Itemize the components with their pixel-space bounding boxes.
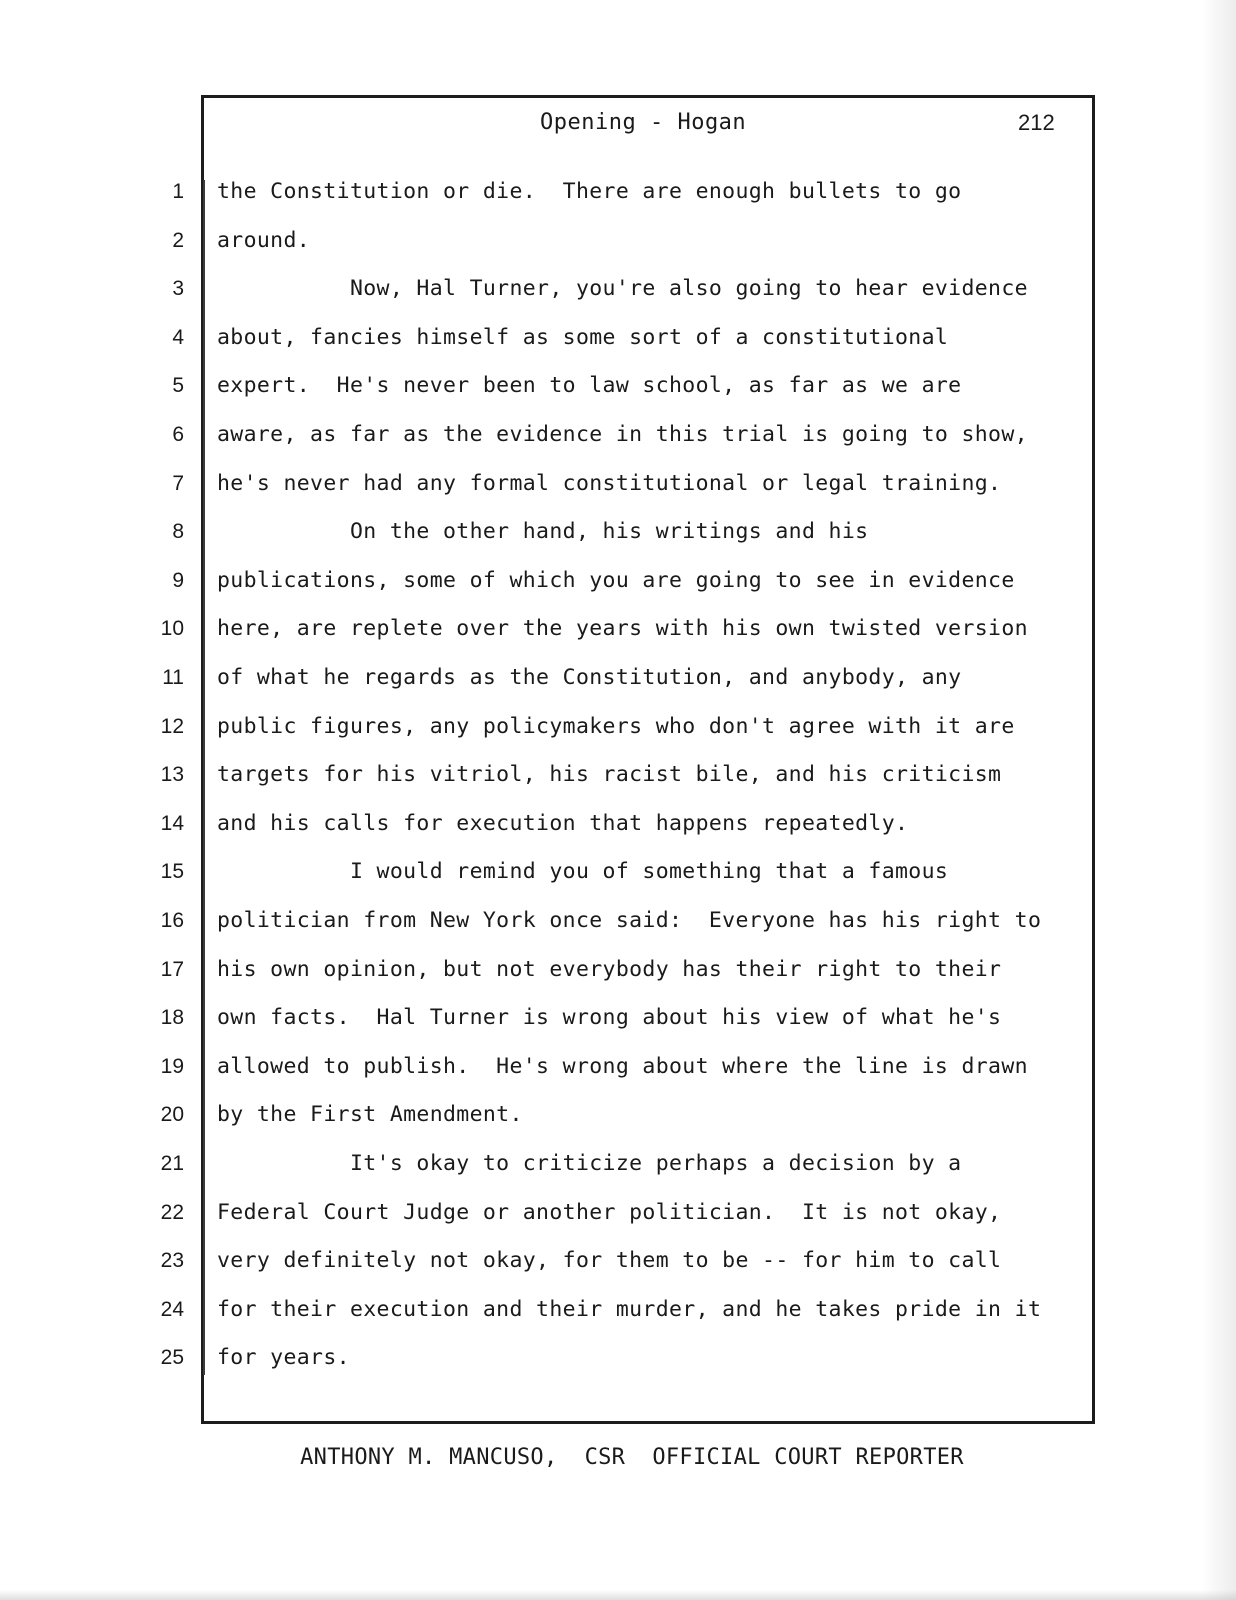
transcript-line: the Constitution or die. There are enough bullets to go <box>217 179 962 204</box>
line-number: 25 <box>160 1346 184 1370</box>
line-number: 12 <box>160 714 184 738</box>
transcript-line: of what he regards as the Constitution, and anybody, any <box>217 665 962 690</box>
transcript-line: expert. He's never been to law school, as far as we are <box>217 373 962 399</box>
line-number: 19 <box>160 1054 184 1078</box>
transcript-line: by the First Amendment. <box>217 1102 523 1128</box>
transcript-line: I would remind you of something that a famous <box>217 859 949 885</box>
line-number: 4 <box>172 325 184 349</box>
line-number: 7 <box>172 471 184 495</box>
line-number: 10 <box>160 617 184 641</box>
transcript-line: public figures, any policymakers who don't agree with it are <box>217 713 1015 739</box>
line-number: 9 <box>172 568 184 592</box>
transcript-line: about, fancies himself as some sort of a constitutional <box>217 324 949 350</box>
line-number: 11 <box>162 666 184 689</box>
page-title: Opening - Hogan <box>540 110 747 135</box>
line-number: 22 <box>160 1200 184 1224</box>
line-number: 18 <box>160 1006 184 1030</box>
line-number: 8 <box>172 520 184 544</box>
transcript-line: and his calls for execution that happens repeatedly. <box>217 810 909 836</box>
transcript-line: Now, Hal Turner, you're also going to hear evidence <box>217 276 1028 302</box>
transcript-line: targets for his vitriol, his racist bile, and his criticism <box>217 762 1002 788</box>
transcript-line: here, are replete over the years with his own twisted version <box>217 616 1028 642</box>
transcript-line: publications, some of which you are going to see in evidence <box>217 567 1015 593</box>
scan-bottom-shadow <box>0 1590 1236 1600</box>
transcript-line: allowed to publish. He's wrong about where the line is drawn <box>217 1053 1028 1079</box>
transcript-line: aware, as far as the evidence in this trial is going to show, <box>217 422 1028 447</box>
line-number: 17 <box>160 957 184 981</box>
line-number: 3 <box>172 277 184 301</box>
line-number: 20 <box>160 1103 184 1127</box>
line-number: 5 <box>172 374 184 398</box>
transcript-line: very definitely not okay, for them to be -- for him to call <box>217 1248 1002 1274</box>
transcript-line: On the other hand, his writings and his <box>217 519 869 545</box>
line-number: 24 <box>160 1297 184 1321</box>
transcript-line: for years. <box>217 1345 350 1371</box>
transcript-line: politician from New York once said: Everyone has his right to <box>217 908 1042 933</box>
scan-edge-shadow <box>1202 0 1236 1600</box>
page-number: 212 <box>1018 110 1055 135</box>
transcript-line: his own opinion, but not everybody has their right to their <box>217 956 1002 982</box>
line-number: 1 <box>172 180 184 203</box>
transcript-line: It's okay to criticize perhaps a decision by a <box>217 1151 962 1176</box>
line-number: 15 <box>160 860 184 884</box>
line-number: 23 <box>160 1249 184 1273</box>
line-number: 14 <box>160 811 184 835</box>
line-number: 2 <box>172 228 184 252</box>
transcript-line: around. <box>217 227 311 253</box>
line-number: 6 <box>172 423 184 446</box>
transcript-line: for their execution and their murder, and he takes pride in it <box>217 1296 1042 1322</box>
line-number: 21 <box>160 1152 184 1175</box>
line-number: 13 <box>160 763 184 787</box>
transcript-line: Federal Court Judge or another politician. It is not okay, <box>217 1199 1002 1225</box>
line-number: 16 <box>160 909 184 932</box>
line-number-divider <box>203 180 205 1375</box>
court-reporter-footer: ANTHONY M. MANCUSO, CSR OFFICIAL COURT REPORTER <box>300 1445 964 1470</box>
transcript-line: he's never had any formal constitutional or legal training. <box>217 470 1002 496</box>
transcript-line: own facts. Hal Turner is wrong about his view of what he's <box>217 1005 1002 1031</box>
